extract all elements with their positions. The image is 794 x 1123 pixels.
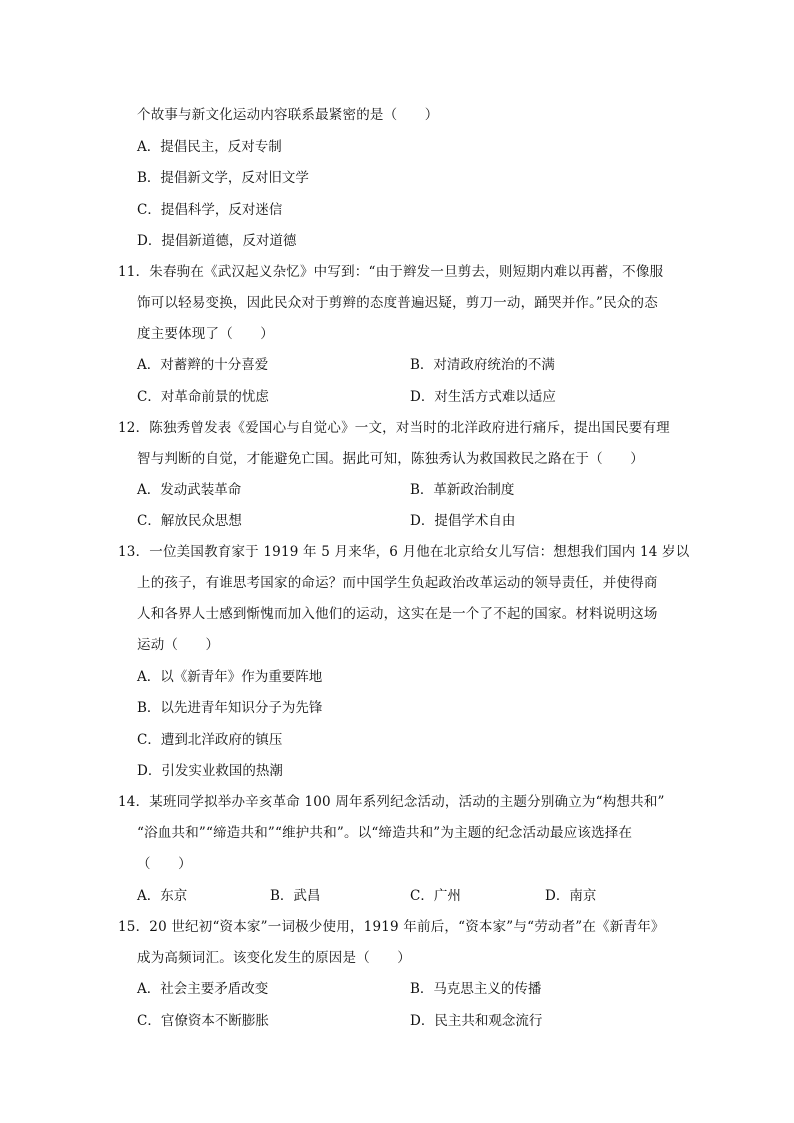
q12-stem-line-2: 智与判断的自觉，才能避免亡国。据此可知，陈独秀认为救国救民之路在于（ ） xyxy=(137,451,644,467)
q15-option-b: B．马克思主义的传播 xyxy=(410,981,542,997)
q13-stem-line-3: 人和各界人士感到惭愧而加入他们的运动，这实在是一个了不起的国家。材料说明这场 xyxy=(137,606,658,622)
q14-option-c: C．广州 xyxy=(410,888,461,904)
q11-stem-line-1: 11．朱春驹在《武汉起义杂忆》中写到：“由于辫发一旦剪去，则短期内难以再蓄，不像服 xyxy=(118,264,664,280)
q15-stem-line-2: 成为高频词汇。该变化发生的原因是（ ） xyxy=(137,950,411,966)
q13-option-a: A．以《新青年》作为重要阵地 xyxy=(137,669,323,685)
q15-option-d: D．民主共和观念流行 xyxy=(410,1013,543,1029)
q12-stem-line-1: 12．陈独秀曾发表《爱国心与自觉心》一文，对当时的北洋政府进行痛斥，提出国民要有理 xyxy=(118,420,670,436)
q12-option-d: D．提倡学术自由 xyxy=(410,513,516,529)
q13-option-d: D．引发实业救国的热潮 xyxy=(137,763,283,779)
q13-option-c: C．遭到北洋政府的镇压 xyxy=(137,732,283,748)
q14-stem-line-2: “浴血共和”“缔造共和”“维护共和”。以“缔造共和”为主题的纪念活动最应该选择在 xyxy=(137,825,633,841)
q10-stem-tail: 个故事与新文化运动内容联系最紧密的是（ ） xyxy=(137,107,439,123)
q12-option-a: A．发动武装革命 xyxy=(137,482,242,498)
q14-option-a: A．东京 xyxy=(137,888,188,904)
q13-stem-line-2: 上的孩子，有谁思考国家的命运？而中国学生负起政治改革运动的领导责任，并使得商 xyxy=(137,575,658,591)
q10-option-b: B．提倡新文学，反对旧文学 xyxy=(137,170,309,186)
q11-option-a: A．对蓄辫的十分喜爱 xyxy=(137,357,269,373)
q11-option-c: C．对革命前景的忧虑 xyxy=(137,389,269,405)
q14-stem-line-3: （ ） xyxy=(137,856,192,872)
q10-option-c: C．提倡科学，反对迷信 xyxy=(137,202,283,218)
q11-option-b: B．对清政府统治的不满 xyxy=(410,357,555,373)
q14-stem-line-1: 14．某班同学拟举办辛亥革命 100 周年系列纪念活动，活动的主题分别确立为“构想共和” xyxy=(118,794,665,810)
q12-option-c: C．解放民众思想 xyxy=(137,513,242,529)
q13-stem-line-4: 运动（ ） xyxy=(137,637,220,653)
q10-option-a: A．提倡民主，反对专制 xyxy=(137,139,282,155)
q14-option-d: D．南京 xyxy=(545,888,597,904)
q14-option-b: B．武昌 xyxy=(270,888,321,904)
q13-stem-line-1: 13．一位美国教育家于 1919 年 5 月来华，6 月他在北京给女儿写信：想想我们国内 14 岁以 xyxy=(118,544,690,560)
q10-option-d: D．提倡新道德，反对道德 xyxy=(137,233,297,249)
q15-option-a: A．社会主要矛盾改变 xyxy=(137,981,269,997)
q11-stem-line-2: 饰可以轻易变换，因此民众对于剪辫的态度普遍迟疑，剪刀一动，踊哭并作。”民众的态 xyxy=(137,295,658,311)
q11-option-d: D．对生活方式难以适应 xyxy=(410,389,556,405)
q12-option-b: B．革新政治制度 xyxy=(410,482,515,498)
q13-option-b: B．以先进青年知识分子为先锋 xyxy=(137,700,323,716)
q15-option-c: C．官僚资本不断膨胀 xyxy=(137,1013,269,1029)
q11-stem-line-3: 度主要体现了（ ） xyxy=(137,326,274,342)
q15-stem-line-1: 15．20 世纪初“资本家”一词极少使用，1919 年前后，“资本家”与“劳动者”在《新青年》 xyxy=(118,919,665,935)
